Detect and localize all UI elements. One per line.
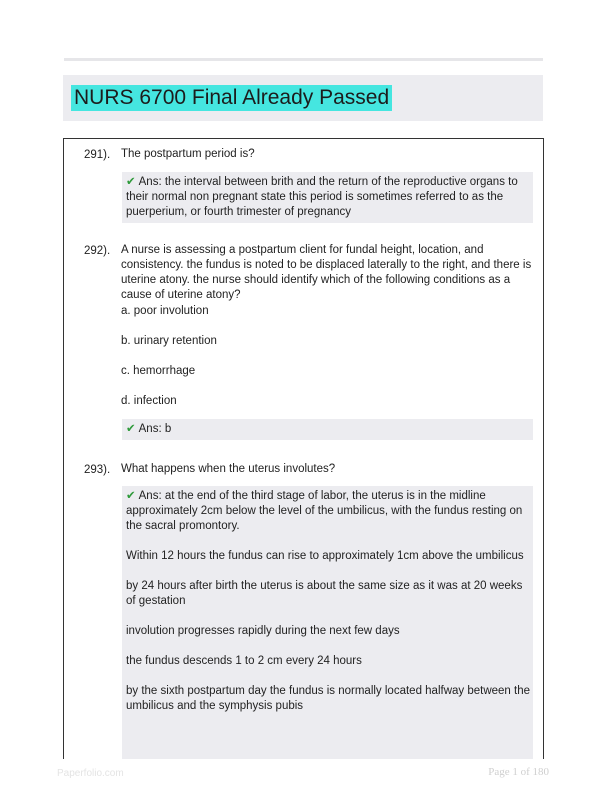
question-number: 292). — [84, 245, 111, 257]
questions-container — [63, 138, 544, 759]
option-d: d. infection — [121, 395, 177, 407]
option-c: c. hemorrhage — [121, 365, 196, 377]
question-text: What happens when the uterus involutes? — [121, 463, 336, 475]
option-a: a. poor involution — [121, 305, 209, 317]
answer-line: ✔ Ans: the interval between brith and the return of the reproductive organs to their normal non pregnant state this period is sometimes referred to as the puerperium, or fourth trimester of pregnancy — [126, 176, 518, 218]
title-band — [63, 75, 543, 121]
checkmark-icon: ✔ — [126, 176, 136, 188]
answer-line: by the sixth postpartum day the fundus is normally located halfway between the umbilicus and the symphysis pubis — [126, 685, 531, 712]
top-divider — [64, 58, 543, 61]
question-text: A nurse is assessing a postpartum client for fundal height, location, and consistency. the fundus is noted to be displaced laterally to the right, and there is uterine atony. the nurse should identify which of the following conditions as a cause of uterine atony? — [121, 244, 532, 301]
answer-line: ✔ Ans: at the end of the third stage of labor, the uterus is in the midline approximately 2cm below the level of the umbilicus, with the fundus resting on the sacral promontory. — [126, 490, 523, 532]
document-title: NURS 6700 Final Already Passed — [71, 85, 392, 111]
answer-box — [122, 172, 533, 223]
option-b: b. urinary retention — [121, 335, 217, 347]
answer-line: Within 12 hours the fundus can rise to approximately 1cm above the umbilicus — [126, 550, 524, 562]
answer-box — [122, 419, 533, 440]
answer-line: by 24 hours after birth the uterus is about the same size as it was at 20 weeks of gestation — [126, 580, 523, 607]
answer-line: ✔ Ans: b — [126, 423, 172, 435]
question-text: The postpartum period is? — [121, 148, 255, 160]
answer-box — [122, 486, 533, 759]
checkmark-icon: ✔ — [126, 423, 136, 435]
page-number: Page 1 of 180 — [488, 766, 549, 778]
question-number: 293). — [84, 464, 111, 476]
answer-line: the fundus descends 1 to 2 cm every 24 hours — [126, 655, 362, 667]
footer-watermark: Paperfolio.com — [57, 768, 124, 779]
answer-line: involution progresses rapidly during the next few days — [126, 625, 400, 637]
question-number: 291). — [84, 149, 111, 161]
checkmark-icon: ✔ — [126, 490, 136, 502]
